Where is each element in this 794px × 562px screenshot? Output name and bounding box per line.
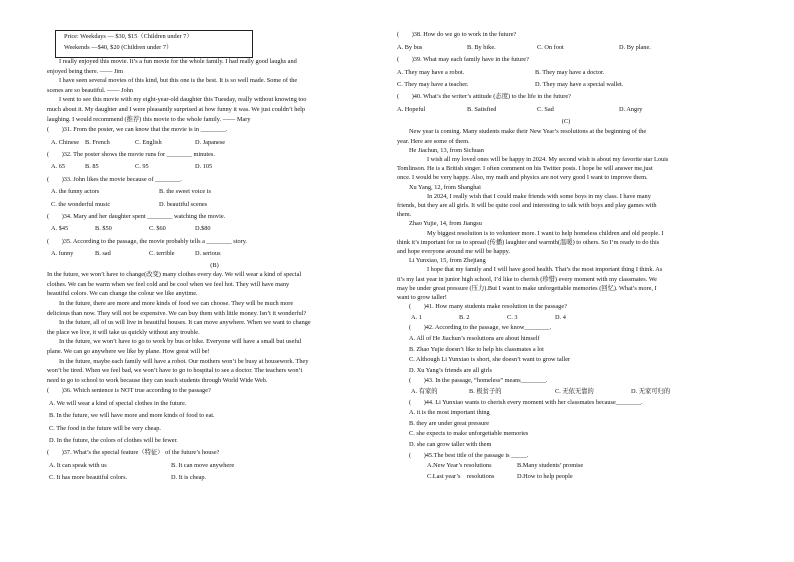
passage-b-line: In the future, there are more and more kinds of food we can choose. They will be much more <box>59 300 294 307</box>
options-38 <box>397 42 735 54</box>
passage-c-line: friends, but they are all girls. It will be quite cool and interesting to talk with boys and play games with <box>397 202 657 210</box>
option[interactable]: C. 无依无靠的 <box>555 388 594 396</box>
option[interactable]: B. 极贫子的 <box>469 388 502 396</box>
options-41 <box>397 313 735 324</box>
option[interactable]: C. terrible <box>149 250 175 258</box>
options-45 <box>397 461 735 472</box>
section-c-heading: (C) <box>561 118 571 126</box>
passage-c-line: may be under great pressure (压力).But I want to make unforgettable memories (回忆). What’s more, I <box>397 284 657 292</box>
question-33: ( )33. John likes the movie because of ________. <box>47 175 182 183</box>
option[interactable]: B. By bike. <box>467 43 496 51</box>
question-37: ( )37. What’s the special feature（特征） of the future’s house? <box>47 449 220 457</box>
option[interactable]: C. It has more beautiful colors. <box>49 474 128 482</box>
option[interactable]: C.Last year’s resolutions <box>427 472 495 480</box>
option[interactable]: B. Satisfied <box>467 106 497 113</box>
option[interactable]: C. They may have a teacher. <box>397 81 469 88</box>
question-34: ( )34. Mary and her daughter spent ________ watching the movie. <box>47 213 226 220</box>
passage-c-line: I hope that my family and I will have good health. That’s the most important thing I think. As <box>427 266 663 274</box>
passage-b-line: won’t be tired. When we feel bad, we won’t have to go to hospital to see a doctor. The teachers won’t <box>47 367 303 375</box>
option[interactable]: C. 95 <box>135 163 149 171</box>
option[interactable]: A. Chinese <box>51 138 79 146</box>
price-weekdays: Price: Weekdays — $30, $15（Children under 7） <box>64 33 193 40</box>
option[interactable]: C. she expects to make unforgettable memories <box>409 430 529 438</box>
option[interactable]: A. 1 <box>411 313 422 321</box>
section-b-heading: (B) <box>210 261 219 269</box>
review-line: I really enjoyed this movie. It’s a fun movie for the whole family. I had really good laughs and <box>59 58 297 65</box>
review-line: enjoyed being there. —— Jim <box>47 67 124 75</box>
option[interactable]: D. 105 <box>195 163 213 171</box>
option[interactable]: C. 3 <box>507 313 518 321</box>
option[interactable]: A. They may have a robot. <box>397 68 465 76</box>
passage-b-line: In the future, maybe each family will have a robot. Our mothers won’t be busy at housework. They <box>59 357 309 365</box>
option[interactable]: C. On foot <box>537 43 564 51</box>
option[interactable]: B. $50 <box>95 225 112 233</box>
passage-c-author: Li Yunxiao, 15, from Zhejiang <box>409 257 486 265</box>
option[interactable]: D. serious <box>195 250 221 258</box>
option[interactable]: D. They may have a special wallet. <box>535 81 624 88</box>
passage-c-line: I wish all my loved ones will be happy in 2024. My second wish is about my favorite star Louis <box>427 156 669 164</box>
option[interactable]: A. 有家的 <box>411 388 438 396</box>
option[interactable]: B. sad <box>95 250 111 258</box>
option[interactable]: B. They may have a doctor. <box>535 68 605 76</box>
passage-c-line: New year is coming. Many students make their New Year’s resolutions at the beginning of the <box>409 128 647 136</box>
option[interactable]: D. Angry <box>619 106 643 113</box>
question-31: ( )31. From the poster, we can know that the movie is in ________. <box>47 126 228 134</box>
passage-c-line: year. Here are some of them. <box>397 137 470 145</box>
option[interactable]: B. In the future, we will have more and more kinds of food to eat. <box>49 412 215 420</box>
question-36: ( )36. Which sentence is NOT true according to the passage? <box>47 387 211 395</box>
options-33b <box>47 199 382 211</box>
option[interactable]: A.New Year’s resolutions <box>427 462 492 470</box>
options-35 <box>47 248 382 260</box>
passage-c-author: He Jiachun, 13, from Sichuan <box>409 146 484 154</box>
options-34 <box>47 223 382 235</box>
option[interactable]: D. beautiful scenes <box>159 200 208 208</box>
passage-b-line: plane. We can go anywhere we like by plane. How great will be! <box>47 347 210 355</box>
passage-c-line: think it’s important for us to spread (传播) laughter and warmth(温暖) to others. So I’m ready to do this <box>397 238 660 246</box>
review-line: I went to see this movie with my eight-year-old daughter this Tuesday, really without knowing too <box>59 96 307 104</box>
passage-b-line: In the future, we won’t have to go to work by bus or bike. Everyone will have a small but useful <box>59 338 302 346</box>
option[interactable]: D. In the future, the colors of clothes will be fewer. <box>49 436 178 444</box>
option[interactable]: D. she can grow taller with them <box>409 440 492 448</box>
option[interactable]: B. they are under great pressure <box>409 419 490 427</box>
option[interactable]: A. 65 <box>51 163 65 171</box>
passage-c-author: Zhao Yujie, 14, from Jiangsu <box>409 220 482 228</box>
passage-b-line: In the future, we won’t have to change(改变) many clothes every day. We will wear a kind of special <box>47 271 302 279</box>
option[interactable]: C. the wonderful music <box>51 200 111 208</box>
passage-c-line: it’s my last year in junior high school, I’d like to cherish (珍惜) every moment with my classmates. We <box>397 275 657 283</box>
option[interactable]: A. it is the most important thing <box>409 409 490 417</box>
left-column <box>47 57 382 485</box>
options-40 <box>397 104 735 116</box>
price-box <box>55 30 253 58</box>
options-39b <box>397 79 735 91</box>
option[interactable]: D. Japanese <box>195 138 226 146</box>
options-45b <box>397 472 735 483</box>
passage-c-author: Xu Yang, 12, from Shanghai <box>409 183 481 191</box>
option[interactable]: C. English <box>135 138 162 146</box>
question-39: ( )39. What may each family have in the future? <box>397 56 529 63</box>
passage-b-line: need to go to school to work because they can teach students through World Wide Web. <box>47 376 268 384</box>
option[interactable]: C. $60 <box>149 225 166 233</box>
option[interactable]: B. 2 <box>459 313 470 321</box>
question-43: ( )43. In the passage, “homeless” means________. <box>409 377 548 385</box>
question-41: ( )41. How many students make resolution in the passage? <box>409 303 567 311</box>
option[interactable]: D. 无家可归的 <box>631 388 671 396</box>
options-37b <box>47 472 382 484</box>
options-43 <box>397 387 735 398</box>
option[interactable]: C. Sad <box>537 106 554 113</box>
option[interactable]: D. It is cheap. <box>171 474 207 482</box>
option[interactable]: B. French <box>85 138 110 146</box>
option[interactable]: A. Hopeful <box>397 106 426 113</box>
option[interactable]: D. Xu Yang’s friends are all girls <box>409 366 492 374</box>
options-32 <box>47 161 382 173</box>
passage-c-line: and hope everyone around me will be happy. <box>397 248 510 256</box>
question-32: ( )32. The poster shows the movie runs for ________ minutes. <box>47 150 215 158</box>
option[interactable]: A. funny <box>51 250 74 258</box>
options-39 <box>397 67 735 79</box>
option[interactable]: D.$80 <box>195 225 211 233</box>
option[interactable]: A. By bus <box>397 43 423 51</box>
passage-c-line: once. I would be very happy. Also, my math and physics are not very good I want to improve them. <box>397 174 648 182</box>
option[interactable]: A. All of He Jiachun’s resolutions are about himself <box>409 335 540 343</box>
review-line: much about it. My daughter and I were pleasantly surprised at how funny it was. We just couldn’t help <box>47 105 306 113</box>
passage-b-line: clothes. We can be warm when we feel cold and be cool when we feel hot. They will have many <box>47 280 290 288</box>
question-42: ( )42. According to the passage, we know________. <box>409 324 552 332</box>
option[interactable]: C. The food in the future will be very cheap. <box>49 424 161 432</box>
option[interactable]: B. 85 <box>85 163 99 171</box>
question-35: ( )35. According to the passage, the movie probably tells a ________ story. <box>47 237 248 245</box>
option[interactable]: A. We will wear a kind of special clothes in the future. <box>49 399 187 407</box>
option[interactable]: D. 4 <box>555 313 566 321</box>
option[interactable]: B.Many students’ promise <box>517 462 584 470</box>
question-40: ( )40. What’s the writer’s attitude (态度) to the life in the future? <box>397 93 571 101</box>
passage-b-line: the place we live, it will take us quickly without any trouble. <box>47 328 200 336</box>
passage-b-line: In the future, all of us will live in beautiful houses. It can move anywhere. When we want to change <box>59 319 311 327</box>
option[interactable]: A. It can speak with us <box>49 461 107 469</box>
options-37 <box>47 460 382 472</box>
option[interactable]: A. $45 <box>51 225 69 233</box>
right-column <box>397 29 735 482</box>
price-weekends: Weekends —$40, $20 (Children under 7） <box>64 44 173 51</box>
passage-c-line: In 2024, I really wish that I could make friends with some boys in my class. I have many <box>427 192 651 200</box>
passage-c-line: want to grow taller! <box>397 294 447 302</box>
question-45: ( )45.The best title of the passage is _____. <box>409 451 529 459</box>
option[interactable]: B. It can move anywhere <box>171 461 235 469</box>
option[interactable]: D. By plane. <box>619 43 651 51</box>
option[interactable]: B. Zhao Yujie doesn’t like to help his classmates a lot <box>409 345 544 353</box>
option[interactable]: C. Although Li Yunxiao is short, she doesn’t want to grow taller <box>409 356 571 364</box>
review-line: laughing. I would recommend (推荐) this movie to the whole family. —— Mary <box>47 115 251 123</box>
question-44: ( )44. Li Yunxiao wants to cherish every moment with her classmates because________. <box>409 398 643 406</box>
options-31 <box>47 137 382 149</box>
option[interactable]: D.How to help people <box>517 472 573 480</box>
question-38: ( )38. How do we go to work in the future? <box>397 31 517 38</box>
review-line: I have seen several movies of this kind, but this one is the best. It is so well made. Some of the <box>59 77 298 85</box>
passage-b-line: beautiful colors. We can change the colour we like anytime. <box>47 290 198 298</box>
option[interactable]: A. the funny actors <box>51 188 100 196</box>
passage-b-line: delicious than now. They will not be expensive. We can buy them with little money. Isn’t it wonderful? <box>47 309 307 317</box>
passage-c-line: My biggest resolution is to volunteer more. I want to help homeless children and old people. I <box>427 229 664 237</box>
passage-c-line: Tomlinson. He is a British singer. I often comment on his Twitter posts. I hope he will answer me,just <box>397 165 653 173</box>
passage-c-line: them. <box>397 211 412 219</box>
option[interactable]: B. the sweet voice is <box>159 188 211 196</box>
review-line: scenes are so beautiful. —— John <box>47 86 134 94</box>
options-33 <box>47 186 382 198</box>
